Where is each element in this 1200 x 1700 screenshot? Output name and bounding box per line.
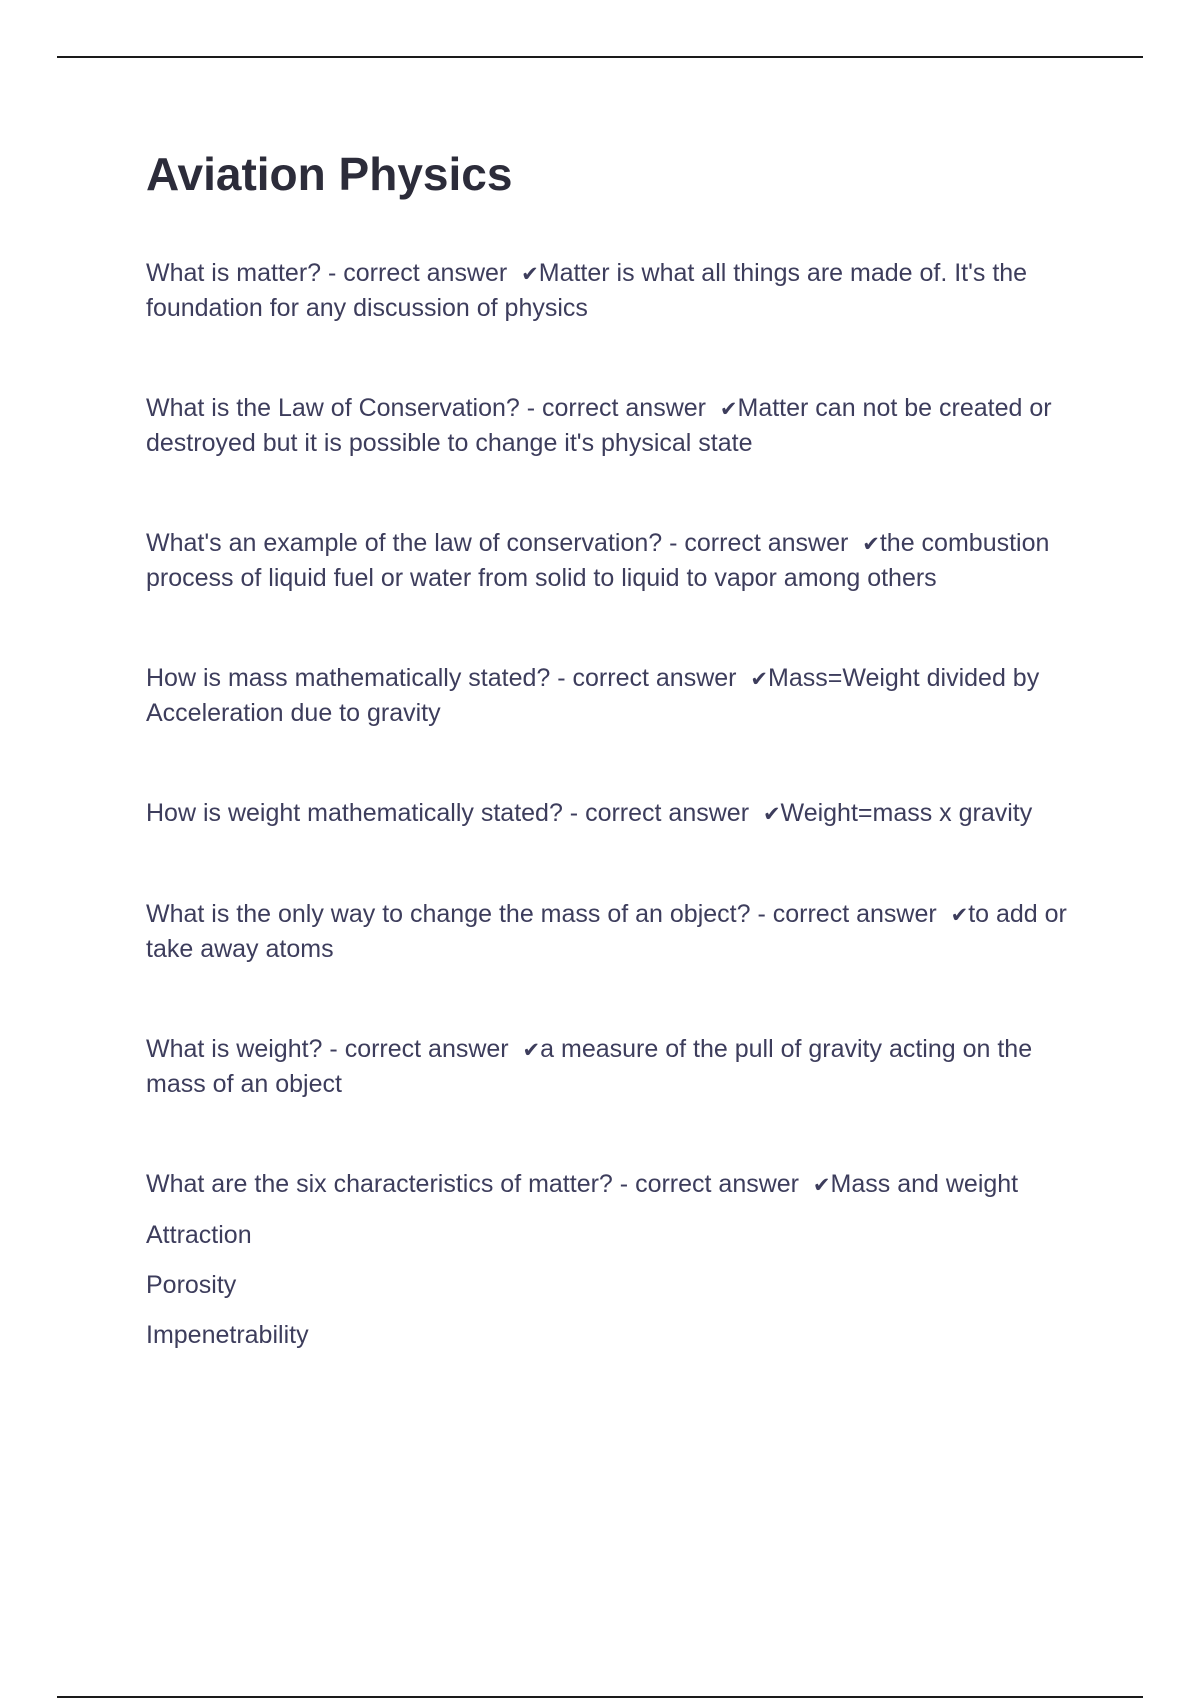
question-text: How is weight mathematically stated? [146,799,563,827]
answer-marker: correct answer [772,900,937,928]
checkmark-icon: ✔ [812,1173,831,1197]
checkmark-icon: ✔ [862,532,880,556]
answer-marker: correct answer [684,529,849,557]
question-text: What are the six characteristics of matter? [146,1170,613,1198]
checkmark-icon: ✔ [750,667,768,691]
document-body [146,146,1086,1368]
answer-text: Mass=Weight divided by Acceleration due to gravity [146,664,1040,727]
answer-text: the combustion process of liquid fuel or water from solid to liquid to vapor among others [146,529,1050,592]
answer-marker: correct answer [343,259,508,287]
bottom-rule [57,1696,1143,1698]
answer-text: a measure of the pull of gravity acting on the mass of an object [146,1035,1033,1098]
answer-text: Mass and weight [830,1170,1019,1198]
qa-item: How is weight mathematically stated? - correct answer ✔Weight=mass x gravity [146,799,1033,827]
qa-item: What is weight? - correct answer ✔a measure of the pull of gravity acting on the mass of an object [146,1035,1033,1098]
document-title: Aviation Physics [146,148,513,200]
checkmark-icon: ✔ [719,397,738,421]
checkmark-icon: ✔ [950,903,969,927]
list-item: Porosity [146,1271,237,1299]
question-text: What is matter? [146,259,322,287]
top-rule [57,56,1143,58]
answer-text: Matter can not be created or destroyed but it is possible to change it's physical state [146,394,1052,457]
answer-marker: correct answer [572,664,737,692]
answer-marker: correct answer [344,1035,509,1063]
question-text: What is the Law of Conservation? [146,394,520,422]
qa-item: What is the only way to change the mass of an object? - correct answer ✔to add or take away atoms [146,900,1067,963]
answer-text: Matter is what all things are made of. It's the foundation for any discussion of physics [146,259,1028,322]
checkmark-icon: ✔ [522,1038,541,1062]
qa-item: How is mass mathematically stated? - correct answer ✔Mass=Weight divided by Acceleration due to gravity [146,664,1040,727]
question-text: What's an example of the law of conservation? [146,529,663,557]
qa-item: What are the six characteristics of matter? - correct answer ✔Mass and weight [146,1170,1019,1198]
qa-item: What is the Law of Conservation? - correct answer ✔Matter can not be created or destroyed but it is possible to change it's physical state [146,394,1052,457]
question-text: What is weight? [146,1035,323,1063]
question-text: What is the only way to change the mass of an object? [146,900,751,928]
answer-continuation [146,1218,1086,1352]
checkmark-icon: ✔ [521,262,539,286]
answer-marker: correct answer [585,799,750,827]
list-item: Impenetrability [146,1321,309,1349]
qa-item: What is matter? - correct answer ✔Matter is what all things are made of. It's the foundation for any discussion of physics [146,259,1028,322]
question-text: How is mass mathematically stated? [146,664,551,692]
list-item: Attraction [146,1221,252,1249]
qa-item: What's an example of the law of conservation? - correct answer ✔the combustion process of liquid fuel or water from solid to liquid to vapor among others [146,529,1050,592]
answer-marker: correct answer [635,1170,800,1198]
answer-marker: correct answer [542,394,706,422]
answer-text: to add or take away atoms [146,900,1067,963]
checkmark-icon: ✔ [762,802,781,826]
answer-text: Weight=mass x gravity [780,799,1033,827]
